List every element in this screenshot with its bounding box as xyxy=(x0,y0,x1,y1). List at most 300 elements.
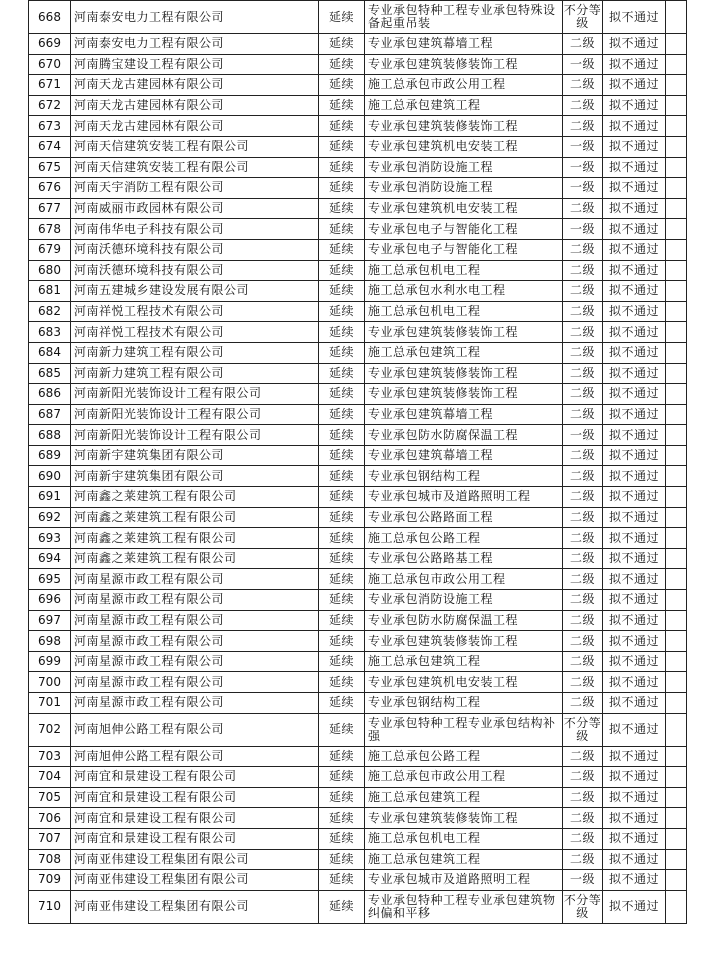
review-result: 拟不通过 xyxy=(603,466,666,487)
remark-cell xyxy=(666,548,687,569)
remark-cell xyxy=(666,1,687,34)
application-type: 延续 xyxy=(319,548,365,569)
application-type: 延续 xyxy=(319,569,365,590)
company-name: 河南新宇建筑集团有限公司 xyxy=(71,445,319,466)
qualification: 施工总承包建筑工程 xyxy=(365,849,563,870)
company-name: 河南伟华电子科技有限公司 xyxy=(71,219,319,240)
company-name: 河南旭伸公路工程有限公司 xyxy=(71,746,319,767)
qualification-level: 二级 xyxy=(563,239,603,260)
row-number: 675 xyxy=(29,157,71,178)
qualification: 专业承包城市及道路照明工程 xyxy=(365,870,563,891)
review-result: 拟不通过 xyxy=(603,54,666,75)
table-row xyxy=(29,569,687,590)
company-name: 河南新力建筑工程有限公司 xyxy=(71,342,319,363)
qualification-table-page xyxy=(28,0,686,924)
qualification-level: 二级 xyxy=(563,116,603,137)
remark-cell xyxy=(666,828,687,849)
qualification: 专业承包建筑机电安装工程 xyxy=(365,198,563,219)
row-number: 687 xyxy=(29,404,71,425)
remark-cell xyxy=(666,404,687,425)
review-result: 拟不通过 xyxy=(603,239,666,260)
row-number: 671 xyxy=(29,75,71,96)
company-name: 河南天龙古建园林有限公司 xyxy=(71,95,319,116)
review-result: 拟不通过 xyxy=(603,1,666,34)
row-number: 697 xyxy=(29,610,71,631)
review-result: 拟不通过 xyxy=(603,281,666,302)
qualification: 专业承包建筑装修装饰工程 xyxy=(365,322,563,343)
table-row xyxy=(29,808,687,829)
qualification: 专业承包建筑装修装饰工程 xyxy=(365,808,563,829)
row-number: 710 xyxy=(29,890,71,923)
remark-cell xyxy=(666,507,687,528)
remark-cell xyxy=(666,363,687,384)
review-result: 拟不通过 xyxy=(603,651,666,672)
table-row xyxy=(29,198,687,219)
company-name: 河南威丽市政园林有限公司 xyxy=(71,198,319,219)
company-name: 河南宜和景建设工程有限公司 xyxy=(71,787,319,808)
row-number: 702 xyxy=(29,713,71,746)
qualification-level: 二级 xyxy=(563,631,603,652)
application-type: 延续 xyxy=(319,890,365,923)
table-row xyxy=(29,54,687,75)
review-result: 拟不通过 xyxy=(603,260,666,281)
qualification: 施工总承包市政公用工程 xyxy=(365,75,563,96)
company-name: 河南腾宝建设工程有限公司 xyxy=(71,54,319,75)
application-type: 延续 xyxy=(319,631,365,652)
company-name: 河南鑫之莱建筑工程有限公司 xyxy=(71,507,319,528)
remark-cell xyxy=(666,808,687,829)
qualification-level: 二级 xyxy=(563,363,603,384)
qualification-level: 二级 xyxy=(563,487,603,508)
table-row xyxy=(29,95,687,116)
company-name: 河南新阳光装饰设计工程有限公司 xyxy=(71,384,319,405)
row-number: 696 xyxy=(29,590,71,611)
qualification: 施工总承包机电工程 xyxy=(365,260,563,281)
application-type: 延续 xyxy=(319,528,365,549)
qualification-level: 二级 xyxy=(563,281,603,302)
application-type: 延续 xyxy=(319,260,365,281)
row-number: 686 xyxy=(29,384,71,405)
application-type: 延续 xyxy=(319,95,365,116)
application-type: 延续 xyxy=(319,787,365,808)
remark-cell xyxy=(666,767,687,788)
application-type: 延续 xyxy=(319,239,365,260)
remark-cell xyxy=(666,746,687,767)
review-result: 拟不通过 xyxy=(603,95,666,116)
review-result: 拟不通过 xyxy=(603,808,666,829)
remark-cell xyxy=(666,54,687,75)
application-type: 延续 xyxy=(319,425,365,446)
company-name: 河南天信建筑安装工程有限公司 xyxy=(71,157,319,178)
review-result: 拟不通过 xyxy=(603,75,666,96)
company-name: 河南宜和景建设工程有限公司 xyxy=(71,808,319,829)
row-number: 679 xyxy=(29,239,71,260)
application-type: 延续 xyxy=(319,136,365,157)
qualification: 专业承包建筑机电安装工程 xyxy=(365,672,563,693)
qualification: 专业承包建筑幕墙工程 xyxy=(365,34,563,55)
remark-cell xyxy=(666,528,687,549)
qualification-level: 二级 xyxy=(563,787,603,808)
qualification-level: 一级 xyxy=(563,425,603,446)
qualification: 专业承包建筑装修装饰工程 xyxy=(365,631,563,652)
company-name: 河南星源市政工程有限公司 xyxy=(71,672,319,693)
row-number: 700 xyxy=(29,672,71,693)
company-name: 河南沃德环境科技有限公司 xyxy=(71,260,319,281)
qualification-level: 二级 xyxy=(563,384,603,405)
table-row xyxy=(29,116,687,137)
table-row xyxy=(29,466,687,487)
row-number: 709 xyxy=(29,870,71,891)
row-number: 674 xyxy=(29,136,71,157)
row-number: 670 xyxy=(29,54,71,75)
qualification: 专业承包公路路面工程 xyxy=(365,507,563,528)
qualification: 施工总承包建筑工程 xyxy=(365,787,563,808)
application-type: 延续 xyxy=(319,198,365,219)
company-name: 河南祥悦工程技术有限公司 xyxy=(71,301,319,322)
review-result: 拟不通过 xyxy=(603,507,666,528)
qualification: 专业承包建筑装修装饰工程 xyxy=(365,54,563,75)
qualification-level: 二级 xyxy=(563,651,603,672)
table-row xyxy=(29,787,687,808)
application-type: 延续 xyxy=(319,34,365,55)
application-type: 延续 xyxy=(319,404,365,425)
company-name: 河南亚伟建设工程集团有限公司 xyxy=(71,849,319,870)
application-type: 延续 xyxy=(319,870,365,891)
remark-cell xyxy=(666,301,687,322)
table-row xyxy=(29,828,687,849)
qualification-level: 二级 xyxy=(563,849,603,870)
row-number: 692 xyxy=(29,507,71,528)
remark-cell xyxy=(666,384,687,405)
row-number: 685 xyxy=(29,363,71,384)
remark-cell xyxy=(666,239,687,260)
review-result: 拟不通过 xyxy=(603,116,666,137)
review-result: 拟不通过 xyxy=(603,528,666,549)
qualification-level: 二级 xyxy=(563,260,603,281)
table-row xyxy=(29,363,687,384)
company-name: 河南星源市政工程有限公司 xyxy=(71,651,319,672)
row-number: 682 xyxy=(29,301,71,322)
qualification-level: 一级 xyxy=(563,870,603,891)
qualification-level: 一级 xyxy=(563,157,603,178)
remark-cell xyxy=(666,672,687,693)
remark-cell xyxy=(666,693,687,714)
remark-cell xyxy=(666,281,687,302)
remark-cell xyxy=(666,116,687,137)
table-row xyxy=(29,849,687,870)
table-row xyxy=(29,219,687,240)
qualification-level: 二级 xyxy=(563,548,603,569)
application-type: 延续 xyxy=(319,75,365,96)
application-type: 延续 xyxy=(319,157,365,178)
application-type: 延续 xyxy=(319,693,365,714)
table-row xyxy=(29,746,687,767)
qualification-level: 二级 xyxy=(563,569,603,590)
company-name: 河南天信建筑安装工程有限公司 xyxy=(71,136,319,157)
review-result: 拟不通过 xyxy=(603,870,666,891)
row-number: 669 xyxy=(29,34,71,55)
row-number: 681 xyxy=(29,281,71,302)
application-type: 延续 xyxy=(319,651,365,672)
review-result: 拟不通过 xyxy=(603,342,666,363)
review-result: 拟不通过 xyxy=(603,219,666,240)
qualification: 专业承包建筑装修装饰工程 xyxy=(365,116,563,137)
table-row xyxy=(29,548,687,569)
table-row xyxy=(29,610,687,631)
qualification: 施工总承包公路工程 xyxy=(365,746,563,767)
table-row xyxy=(29,301,687,322)
qualification-level: 一级 xyxy=(563,54,603,75)
row-number: 678 xyxy=(29,219,71,240)
remark-cell xyxy=(666,445,687,466)
company-name: 河南鑫之莱建筑工程有限公司 xyxy=(71,548,319,569)
company-name: 河南星源市政工程有限公司 xyxy=(71,590,319,611)
qualification: 专业承包建筑机电安装工程 xyxy=(365,136,563,157)
qualification: 专业承包防水防腐保温工程 xyxy=(365,610,563,631)
application-type: 延续 xyxy=(319,808,365,829)
qualification: 施工总承包市政公用工程 xyxy=(365,569,563,590)
table-row xyxy=(29,693,687,714)
review-result: 拟不通过 xyxy=(603,849,666,870)
qualification-level: 二级 xyxy=(563,693,603,714)
remark-cell xyxy=(666,260,687,281)
qualification: 专业承包钢结构工程 xyxy=(365,466,563,487)
company-name: 河南新阳光装饰设计工程有限公司 xyxy=(71,425,319,446)
qualification: 施工总承包机电工程 xyxy=(365,301,563,322)
qualification-level: 二级 xyxy=(563,342,603,363)
table-row xyxy=(29,528,687,549)
remark-cell xyxy=(666,178,687,199)
company-name: 河南星源市政工程有限公司 xyxy=(71,610,319,631)
qualification-level: 二级 xyxy=(563,746,603,767)
qualification-level: 不分等级 xyxy=(563,713,603,746)
remark-cell xyxy=(666,95,687,116)
company-name: 河南泰安电力工程有限公司 xyxy=(71,1,319,34)
qualification: 专业承包建筑幕墙工程 xyxy=(365,445,563,466)
qualification: 专业承包公路路基工程 xyxy=(365,548,563,569)
company-name: 河南亚伟建设工程集团有限公司 xyxy=(71,870,319,891)
review-result: 拟不通过 xyxy=(603,787,666,808)
qualification: 施工总承包建筑工程 xyxy=(365,95,563,116)
row-number: 684 xyxy=(29,342,71,363)
table-row xyxy=(29,281,687,302)
remark-cell xyxy=(666,890,687,923)
application-type: 延续 xyxy=(319,466,365,487)
qualification-level: 二级 xyxy=(563,610,603,631)
company-name: 河南新阳光装饰设计工程有限公司 xyxy=(71,404,319,425)
application-type: 延续 xyxy=(319,219,365,240)
table-row xyxy=(29,890,687,923)
qualification-level: 不分等级 xyxy=(563,890,603,923)
remark-cell xyxy=(666,425,687,446)
qualification: 专业承包建筑装修装饰工程 xyxy=(365,363,563,384)
company-name: 河南新力建筑工程有限公司 xyxy=(71,363,319,384)
row-number: 691 xyxy=(29,487,71,508)
row-number: 668 xyxy=(29,1,71,34)
application-type: 延续 xyxy=(319,322,365,343)
table-row xyxy=(29,342,687,363)
row-number: 683 xyxy=(29,322,71,343)
qualification-level: 二级 xyxy=(563,95,603,116)
table-row xyxy=(29,34,687,55)
review-result: 拟不通过 xyxy=(603,301,666,322)
table-row xyxy=(29,239,687,260)
company-name: 河南天龙古建园林有限公司 xyxy=(71,116,319,137)
company-name: 河南天龙古建园林有限公司 xyxy=(71,75,319,96)
review-result: 拟不通过 xyxy=(603,713,666,746)
table-body xyxy=(29,1,687,924)
row-number: 698 xyxy=(29,631,71,652)
qualification: 专业承包电子与智能化工程 xyxy=(365,239,563,260)
qualification: 施工总承包建筑工程 xyxy=(365,651,563,672)
company-name: 河南旭伸公路工程有限公司 xyxy=(71,713,319,746)
row-number: 677 xyxy=(29,198,71,219)
application-type: 延续 xyxy=(319,301,365,322)
remark-cell xyxy=(666,651,687,672)
row-number: 701 xyxy=(29,693,71,714)
company-name: 河南新宇建筑集团有限公司 xyxy=(71,466,319,487)
qualification-level: 二级 xyxy=(563,672,603,693)
qualification: 施工总承包建筑工程 xyxy=(365,342,563,363)
remark-cell xyxy=(666,487,687,508)
row-number: 707 xyxy=(29,828,71,849)
qualification-level: 二级 xyxy=(563,767,603,788)
company-name: 河南沃德环境科技有限公司 xyxy=(71,239,319,260)
remark-cell xyxy=(666,610,687,631)
qualification-level: 不分等级 xyxy=(563,1,603,34)
qualification: 专业承包电子与智能化工程 xyxy=(365,219,563,240)
remark-cell xyxy=(666,322,687,343)
company-name: 河南宜和景建设工程有限公司 xyxy=(71,828,319,849)
application-type: 延续 xyxy=(319,281,365,302)
remark-cell xyxy=(666,198,687,219)
row-number: 694 xyxy=(29,548,71,569)
qualification: 专业承包特种工程专业承包特殊设备起重吊装 xyxy=(365,1,563,34)
row-number: 693 xyxy=(29,528,71,549)
row-number: 680 xyxy=(29,260,71,281)
remark-cell xyxy=(666,75,687,96)
remark-cell xyxy=(666,34,687,55)
application-type: 延续 xyxy=(319,487,365,508)
row-number: 703 xyxy=(29,746,71,767)
application-type: 延续 xyxy=(319,767,365,788)
qualification: 专业承包消防设施工程 xyxy=(365,590,563,611)
application-type: 延续 xyxy=(319,384,365,405)
row-number: 688 xyxy=(29,425,71,446)
remark-cell xyxy=(666,787,687,808)
table-row xyxy=(29,1,687,34)
remark-cell xyxy=(666,631,687,652)
table-row xyxy=(29,75,687,96)
row-number: 689 xyxy=(29,445,71,466)
review-result: 拟不通过 xyxy=(603,890,666,923)
review-result: 拟不通过 xyxy=(603,631,666,652)
qualification: 专业承包防水防腐保温工程 xyxy=(365,425,563,446)
qualification-level: 二级 xyxy=(563,528,603,549)
row-number: 706 xyxy=(29,808,71,829)
application-type: 延续 xyxy=(319,507,365,528)
remark-cell xyxy=(666,849,687,870)
row-number: 690 xyxy=(29,466,71,487)
application-type: 延续 xyxy=(319,54,365,75)
company-name: 河南鑫之莱建筑工程有限公司 xyxy=(71,528,319,549)
review-result: 拟不通过 xyxy=(603,198,666,219)
remark-cell xyxy=(666,870,687,891)
qualification-level: 二级 xyxy=(563,404,603,425)
review-result: 拟不通过 xyxy=(603,487,666,508)
table-row xyxy=(29,651,687,672)
table-row xyxy=(29,404,687,425)
company-name: 河南亚伟建设工程集团有限公司 xyxy=(71,890,319,923)
review-result: 拟不通过 xyxy=(603,590,666,611)
qualification: 专业承包消防设施工程 xyxy=(365,178,563,199)
row-number: 676 xyxy=(29,178,71,199)
application-type: 延续 xyxy=(319,828,365,849)
qualification-level: 二级 xyxy=(563,198,603,219)
qualification-level: 一级 xyxy=(563,219,603,240)
application-type: 延续 xyxy=(319,116,365,137)
application-type: 延续 xyxy=(319,746,365,767)
row-number: 704 xyxy=(29,767,71,788)
review-result: 拟不通过 xyxy=(603,322,666,343)
application-type: 延续 xyxy=(319,342,365,363)
application-type: 延续 xyxy=(319,178,365,199)
review-result: 拟不通过 xyxy=(603,828,666,849)
row-number: 673 xyxy=(29,116,71,137)
qualification-table xyxy=(28,0,687,924)
table-row xyxy=(29,631,687,652)
company-name: 河南五建城乡建设发展有限公司 xyxy=(71,281,319,302)
qualification-level: 一级 xyxy=(563,136,603,157)
review-result: 拟不通过 xyxy=(603,569,666,590)
remark-cell xyxy=(666,466,687,487)
remark-cell xyxy=(666,219,687,240)
application-type: 延续 xyxy=(319,363,365,384)
remark-cell xyxy=(666,157,687,178)
qualification: 专业承包特种工程专业承包建筑物纠偏和平移 xyxy=(365,890,563,923)
application-type: 延续 xyxy=(319,713,365,746)
qualification-level: 二级 xyxy=(563,301,603,322)
remark-cell xyxy=(666,136,687,157)
company-name: 河南祥悦工程技术有限公司 xyxy=(71,322,319,343)
remark-cell xyxy=(666,713,687,746)
table-row xyxy=(29,713,687,746)
application-type: 延续 xyxy=(319,610,365,631)
row-number: 708 xyxy=(29,849,71,870)
review-result: 拟不通过 xyxy=(603,746,666,767)
table-row xyxy=(29,425,687,446)
application-type: 延续 xyxy=(319,849,365,870)
review-result: 拟不通过 xyxy=(603,693,666,714)
qualification: 施工总承包水利水电工程 xyxy=(365,281,563,302)
review-result: 拟不通过 xyxy=(603,404,666,425)
company-name: 河南星源市政工程有限公司 xyxy=(71,569,319,590)
review-result: 拟不通过 xyxy=(603,767,666,788)
qualification: 专业承包建筑装修装饰工程 xyxy=(365,384,563,405)
qualification-level: 二级 xyxy=(563,322,603,343)
qualification: 专业承包特种工程专业承包结构补强 xyxy=(365,713,563,746)
review-result: 拟不通过 xyxy=(603,34,666,55)
qualification-level: 二级 xyxy=(563,34,603,55)
review-result: 拟不通过 xyxy=(603,178,666,199)
application-type: 延续 xyxy=(319,672,365,693)
qualification-level: 二级 xyxy=(563,75,603,96)
qualification: 施工总承包机电工程 xyxy=(365,828,563,849)
row-number: 695 xyxy=(29,569,71,590)
qualification-level: 二级 xyxy=(563,445,603,466)
row-number: 699 xyxy=(29,651,71,672)
qualification-level: 一级 xyxy=(563,178,603,199)
